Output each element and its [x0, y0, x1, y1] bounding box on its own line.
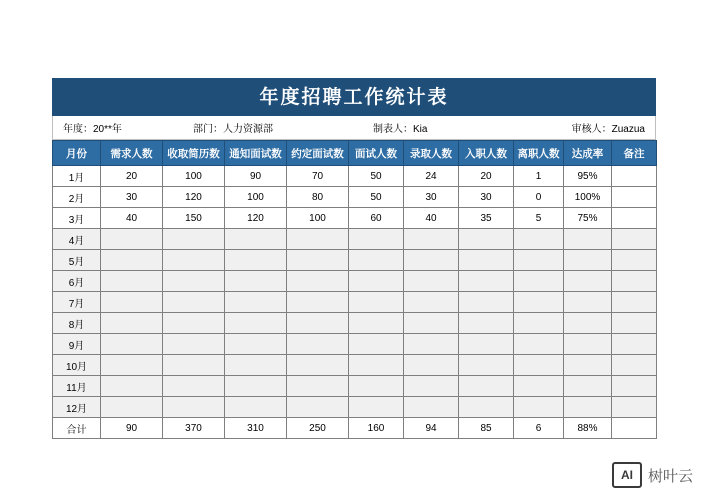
cell-scheduled[interactable] [287, 397, 349, 418]
table-row[interactable] [53, 187, 657, 208]
column-header-note: 备注 [612, 141, 657, 166]
cell-demand[interactable] [101, 292, 163, 313]
cell-onboard[interactable] [459, 229, 514, 250]
cell-interviewed[interactable]: 60 [349, 208, 404, 229]
cell-resumes[interactable] [163, 376, 225, 397]
column-header-demand: 需求人数 [101, 141, 163, 166]
cell-hired[interactable] [404, 292, 459, 313]
cell-left[interactable] [514, 250, 564, 271]
cell-notified[interactable] [225, 334, 287, 355]
cell-hired[interactable]: 30 [404, 187, 459, 208]
cell-total-demand[interactable]: 90 [101, 418, 163, 439]
cell-notified[interactable] [225, 250, 287, 271]
cell-demand[interactable] [101, 397, 163, 418]
column-header-rate: 达成率 [564, 141, 612, 166]
cell-resumes[interactable]: 120 [163, 187, 225, 208]
cell-onboard[interactable] [459, 271, 514, 292]
cell-scheduled[interactable] [287, 376, 349, 397]
cell-note[interactable] [612, 355, 657, 376]
cell-total-rate[interactable]: 88% [564, 418, 612, 439]
cell-note[interactable] [612, 397, 657, 418]
cell-rate[interactable] [564, 376, 612, 397]
watermark [612, 462, 693, 488]
cell-notified[interactable] [225, 271, 287, 292]
cell-demand[interactable] [101, 334, 163, 355]
cell-resumes[interactable]: 100 [163, 166, 225, 187]
column-header-month: 月份 [53, 141, 101, 166]
cell-onboard[interactable]: 35 [459, 208, 514, 229]
cell-note[interactable] [612, 250, 657, 271]
cell-scheduled[interactable]: 80 [287, 187, 349, 208]
recruitment-statistics-table [52, 140, 657, 439]
cell-left[interactable] [514, 271, 564, 292]
spreadsheet-document [52, 78, 656, 439]
cell-demand[interactable]: 30 [101, 187, 163, 208]
cell-total-resumes[interactable]: 370 [163, 418, 225, 439]
cell-month[interactable]: 12月 [53, 397, 101, 418]
cell-note[interactable] [612, 208, 657, 229]
cell-rate[interactable] [564, 229, 612, 250]
meta-year: 年度：20**年 [63, 124, 122, 135]
cell-resumes[interactable] [163, 271, 225, 292]
cell-demand[interactable] [101, 355, 163, 376]
cell-onboard[interactable] [459, 397, 514, 418]
cell-hired[interactable]: 40 [404, 208, 459, 229]
cell-note[interactable] [612, 376, 657, 397]
cell-demand[interactable] [101, 250, 163, 271]
cell-rate[interactable] [564, 250, 612, 271]
cell-total-scheduled[interactable]: 250 [287, 418, 349, 439]
cell-hired[interactable] [404, 355, 459, 376]
cell-scheduled[interactable] [287, 334, 349, 355]
cell-interviewed[interactable] [349, 229, 404, 250]
cell-rate[interactable] [564, 292, 612, 313]
cell-onboard[interactable]: 30 [459, 187, 514, 208]
cell-left[interactable] [514, 376, 564, 397]
cell-rate[interactable]: 75% [564, 208, 612, 229]
meta-reviewer: 审核人：Zuazua [571, 124, 645, 135]
cell-resumes[interactable] [163, 313, 225, 334]
watermark-label: 树叶云 [647, 467, 693, 485]
cell-month[interactable]: 11月 [53, 376, 101, 397]
cell-interviewed[interactable] [349, 313, 404, 334]
cell-total-notified[interactable]: 310 [225, 418, 287, 439]
cell-onboard[interactable] [459, 355, 514, 376]
cell-rate[interactable] [564, 397, 612, 418]
document-meta-bar [52, 116, 656, 140]
cell-hired[interactable]: 24 [404, 166, 459, 187]
cell-notified[interactable] [225, 292, 287, 313]
cell-left[interactable] [514, 292, 564, 313]
table-row[interactable] [53, 208, 657, 229]
cell-note[interactable] [612, 166, 657, 187]
cell-notified[interactable] [225, 355, 287, 376]
ai-badge-icon: AI [612, 462, 642, 488]
table-total-row[interactable] [53, 418, 657, 439]
cell-total-hired[interactable]: 94 [404, 418, 459, 439]
cell-interviewed[interactable] [349, 397, 404, 418]
cell-month[interactable]: 1月 [53, 166, 101, 187]
cell-interviewed[interactable]: 50 [349, 187, 404, 208]
cell-notified[interactable]: 90 [225, 166, 287, 187]
cell-note[interactable] [612, 313, 657, 334]
cell-resumes[interactable] [163, 334, 225, 355]
cell-total-note[interactable] [612, 418, 657, 439]
cell-left[interactable]: 1 [514, 166, 564, 187]
cell-demand[interactable]: 20 [101, 166, 163, 187]
cell-rate[interactable] [564, 355, 612, 376]
cell-scheduled[interactable] [287, 250, 349, 271]
table-row[interactable] [53, 229, 657, 250]
cell-interviewed[interactable] [349, 334, 404, 355]
cell-left[interactable]: 5 [514, 208, 564, 229]
table-row[interactable] [53, 397, 657, 418]
cell-notified[interactable] [225, 376, 287, 397]
cell-rate[interactable] [564, 334, 612, 355]
cell-hired[interactable] [404, 229, 459, 250]
cell-demand[interactable] [101, 271, 163, 292]
cell-onboard[interactable] [459, 313, 514, 334]
column-header-resumes: 收取简历数 [163, 141, 225, 166]
cell-scheduled[interactable] [287, 271, 349, 292]
cell-total-interviewed[interactable]: 160 [349, 418, 404, 439]
cell-scheduled[interactable]: 100 [287, 208, 349, 229]
cell-total-onboard[interactable]: 85 [459, 418, 514, 439]
table-row[interactable] [53, 292, 657, 313]
cell-resumes[interactable] [163, 292, 225, 313]
cell-scheduled[interactable] [287, 313, 349, 334]
cell-resumes[interactable]: 150 [163, 208, 225, 229]
cell-left[interactable] [514, 397, 564, 418]
cell-interviewed[interactable]: 50 [349, 166, 404, 187]
table-body [53, 166, 657, 439]
cell-rate[interactable] [564, 313, 612, 334]
cell-notified[interactable]: 100 [225, 187, 287, 208]
meta-department: 部门：人力资源部 [193, 124, 273, 135]
cell-onboard[interactable] [459, 334, 514, 355]
cell-left[interactable] [514, 313, 564, 334]
cell-total-left[interactable]: 6 [514, 418, 564, 439]
cell-notified[interactable] [225, 313, 287, 334]
cell-month[interactable]: 10月 [53, 355, 101, 376]
column-header-hired: 录取人数 [404, 141, 459, 166]
cell-month[interactable]: 9月 [53, 334, 101, 355]
cell-demand[interactable] [101, 229, 163, 250]
cell-onboard[interactable] [459, 292, 514, 313]
cell-demand[interactable]: 40 [101, 208, 163, 229]
cell-left[interactable] [514, 355, 564, 376]
cell-rate[interactable] [564, 271, 612, 292]
column-header-notified: 通知面试数 [225, 141, 287, 166]
cell-total-label[interactable]: 合计 [53, 418, 101, 439]
cell-month[interactable]: 4月 [53, 229, 101, 250]
cell-resumes[interactable] [163, 250, 225, 271]
table-row[interactable] [53, 355, 657, 376]
cell-hired[interactable] [404, 250, 459, 271]
cell-note[interactable] [612, 334, 657, 355]
cell-month[interactable]: 3月 [53, 208, 101, 229]
table-row[interactable] [53, 271, 657, 292]
cell-hired[interactable] [404, 397, 459, 418]
document-title: 年度招聘工作统计表 [52, 78, 656, 116]
table-row[interactable] [53, 166, 657, 187]
table-row[interactable] [53, 313, 657, 334]
cell-onboard[interactable] [459, 250, 514, 271]
cell-notified[interactable] [225, 229, 287, 250]
table-row[interactable] [53, 334, 657, 355]
column-header-interviewed: 面试人数 [349, 141, 404, 166]
cell-scheduled[interactable] [287, 229, 349, 250]
table-row[interactable] [53, 376, 657, 397]
column-header-left: 离职人数 [514, 141, 564, 166]
cell-resumes[interactable] [163, 397, 225, 418]
cell-demand[interactable] [101, 376, 163, 397]
cell-scheduled[interactable] [287, 355, 349, 376]
cell-month[interactable]: 7月 [53, 292, 101, 313]
cell-interviewed[interactable] [349, 355, 404, 376]
cell-resumes[interactable] [163, 229, 225, 250]
cell-note[interactable] [612, 271, 657, 292]
column-header-scheduled: 约定面试数 [287, 141, 349, 166]
cell-rate[interactable]: 100% [564, 187, 612, 208]
cell-scheduled[interactable]: 70 [287, 166, 349, 187]
cell-interviewed[interactable] [349, 250, 404, 271]
cell-note[interactable] [612, 292, 657, 313]
cell-month[interactable]: 8月 [53, 313, 101, 334]
cell-month[interactable]: 5月 [53, 250, 101, 271]
cell-interviewed[interactable] [349, 271, 404, 292]
cell-hired[interactable] [404, 334, 459, 355]
meta-maker: 制表人：Kia [373, 124, 428, 135]
cell-rate[interactable]: 95% [564, 166, 612, 187]
cell-notified[interactable] [225, 397, 287, 418]
cell-interviewed[interactable] [349, 376, 404, 397]
cell-note[interactable] [612, 187, 657, 208]
table-row[interactable] [53, 250, 657, 271]
cell-month[interactable]: 6月 [53, 271, 101, 292]
cell-interviewed[interactable] [349, 292, 404, 313]
cell-left[interactable] [514, 334, 564, 355]
cell-hired[interactable] [404, 271, 459, 292]
cell-onboard[interactable] [459, 376, 514, 397]
cell-left[interactable]: 0 [514, 187, 564, 208]
cell-resumes[interactable] [163, 355, 225, 376]
cell-left[interactable] [514, 229, 564, 250]
table-header-row [53, 141, 657, 166]
cell-demand[interactable] [101, 313, 163, 334]
cell-hired[interactable] [404, 313, 459, 334]
cell-month[interactable]: 2月 [53, 187, 101, 208]
column-header-onboard: 入职人数 [459, 141, 514, 166]
cell-onboard[interactable]: 20 [459, 166, 514, 187]
cell-note[interactable] [612, 229, 657, 250]
cell-notified[interactable]: 120 [225, 208, 287, 229]
cell-hired[interactable] [404, 376, 459, 397]
cell-scheduled[interactable] [287, 292, 349, 313]
